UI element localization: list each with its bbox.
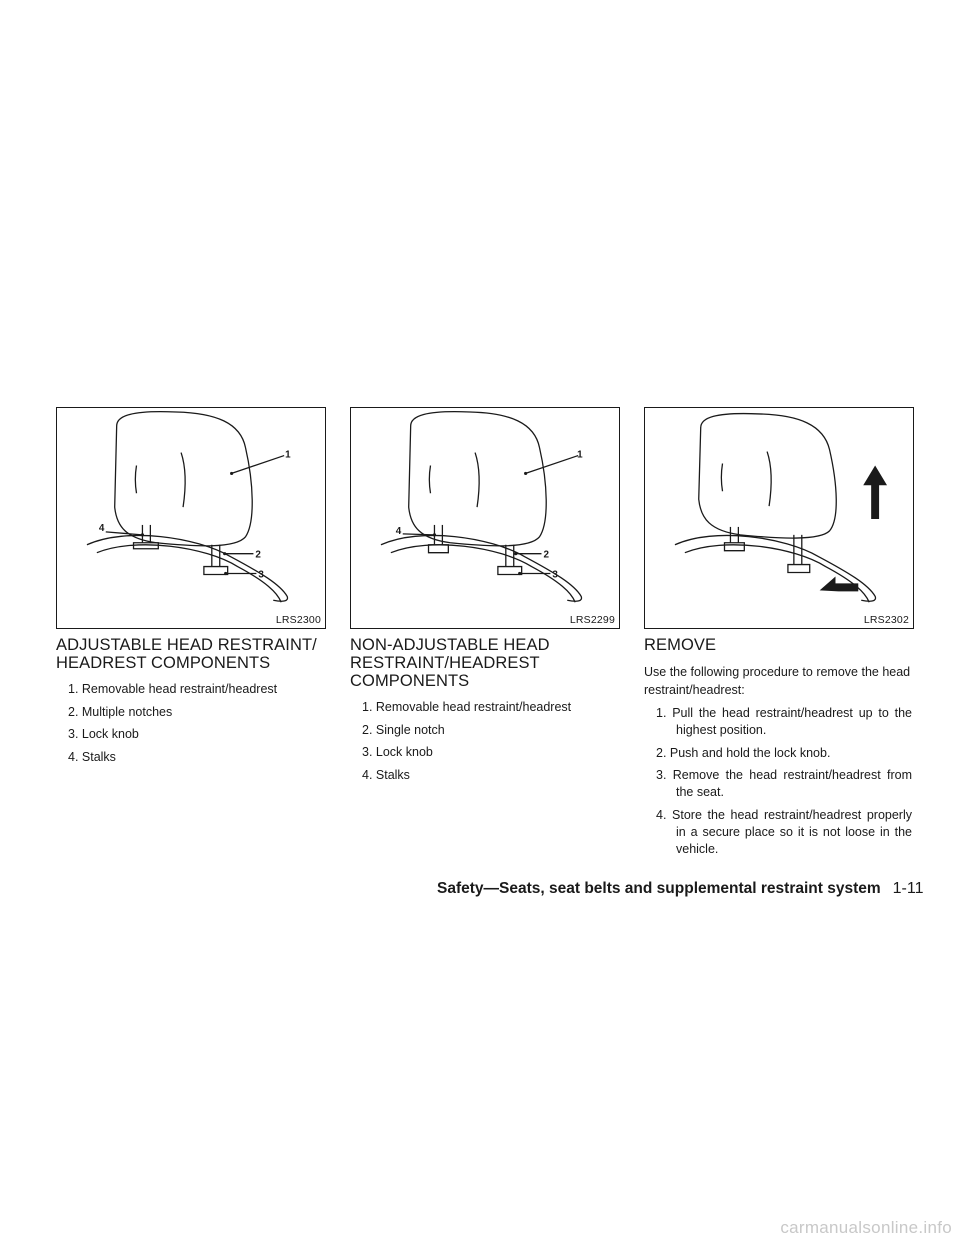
list-item: 2. Multiple notches — [68, 704, 173, 719]
page-number: 1-11 — [892, 880, 924, 897]
callout-3: 3 — [258, 569, 264, 581]
section-non-adjustable-components — [350, 636, 618, 789]
section-title: NON-ADJUSTABLE HEAD RESTRAINT/HEADREST COMPONENTS — [350, 636, 550, 690]
list-item: 2. Push and hold the lock knob. — [656, 745, 831, 760]
callout-4: 4 — [395, 525, 402, 537]
figure-code: LRS2299 — [569, 614, 615, 626]
list-item: 2. Single notch — [362, 722, 445, 737]
headrest-illustration — [57, 408, 325, 628]
section-title: REMOVE — [644, 636, 717, 654]
watermark: carmanualsonline.info — [780, 1218, 952, 1237]
arrow-push-icon — [820, 576, 859, 591]
callout-2: 2 — [543, 549, 549, 561]
headrest-illustration — [351, 408, 619, 628]
section-adjustable-components — [56, 636, 324, 771]
figure-code: LRS2302 — [863, 614, 909, 626]
component-list — [56, 681, 324, 766]
callout-3: 3 — [552, 569, 558, 581]
list-item: 4. Stalks — [362, 767, 410, 782]
callout-2: 2 — [255, 549, 261, 561]
list-item: 4. Store the head restraint/headrest properly in a secure place so it is not loose in the vehicle. — [656, 807, 912, 856]
component-list — [350, 699, 618, 784]
figure-non-adjustable-components — [350, 407, 620, 629]
list-item: 3. Lock knob — [362, 745, 433, 759]
section-remove — [644, 636, 912, 863]
page-footer — [437, 880, 924, 898]
headrest-removal-illustration — [645, 408, 913, 628]
procedure-steps — [644, 705, 912, 858]
footer-section-title: Safety—Seats, seat belts and supplemental restraint system — [437, 880, 881, 897]
figure-code: LRS2300 — [275, 614, 321, 626]
figure-adjustable-components — [56, 407, 326, 629]
list-item: 1. Removable head restraint/headrest — [362, 700, 572, 714]
callout-1: 1 — [285, 449, 291, 461]
intro-text: Use the following procedure to remove the head restraint/headrest: — [644, 665, 911, 697]
callout-1: 1 — [577, 449, 583, 461]
list-item: 3. Lock knob — [68, 727, 139, 741]
list-item: 1. Removable head restraint/headrest — [68, 682, 278, 696]
figure-remove — [644, 407, 914, 629]
callout-4: 4 — [98, 522, 105, 534]
arrow-up-icon — [863, 465, 887, 519]
section-title: ADJUSTABLE HEAD RESTRAINT/ HEADREST COMPONENTS — [56, 636, 317, 672]
list-item: 3. Remove the head restraint/headrest from the seat. — [656, 768, 912, 799]
list-item: 4. Stalks — [68, 749, 116, 764]
list-item: 1. Pull the head restraint/headrest up to the highest position. — [656, 706, 912, 737]
